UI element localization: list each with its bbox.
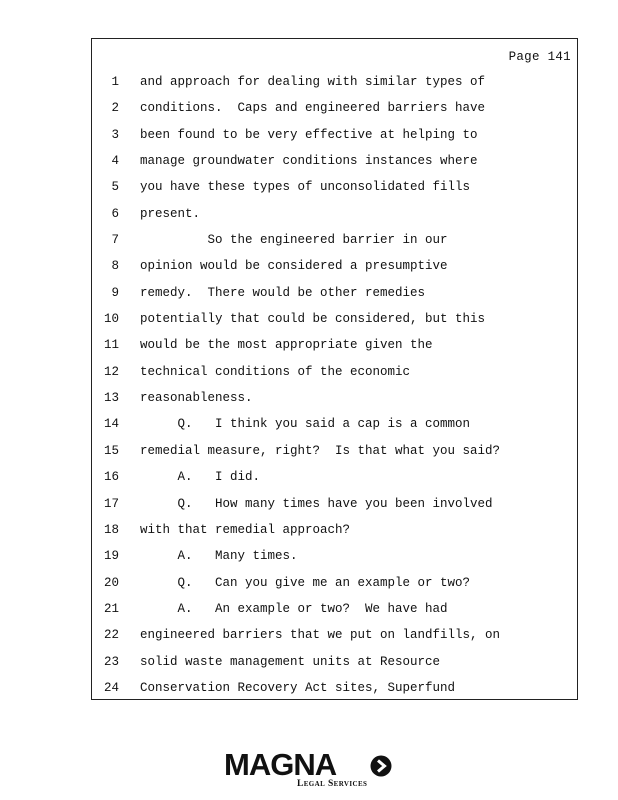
line-number: 2 <box>111 101 119 116</box>
line-number: 20 <box>103 575 119 590</box>
transcript-line <box>92 174 577 200</box>
transcript-line <box>92 306 577 332</box>
line-number: 7 <box>111 233 119 248</box>
line-text: So the engineered barrier in our <box>140 233 448 248</box>
line-text: Q. How many times have you been involved <box>140 496 493 511</box>
line-text: A. An example or two? We have had <box>140 601 448 616</box>
line-number: 22 <box>103 628 119 643</box>
line-text: Q. I think you said a cap is a common <box>140 417 471 432</box>
transcript-line <box>92 438 577 464</box>
logo-tagline: Legal Services <box>297 779 368 789</box>
line-text: A. Many times. <box>140 549 298 564</box>
chevron-right-circle-icon <box>370 755 392 777</box>
line-text: you have these types of unconsolidated fills <box>140 180 471 195</box>
line-text: potentially that could be considered, but this <box>140 312 486 327</box>
transcript-line <box>92 95 577 121</box>
transcript-line <box>92 69 577 95</box>
transcript-line <box>92 385 577 411</box>
line-text: engineered barriers that we put on landfills, on <box>140 628 501 643</box>
transcript-line <box>92 332 577 358</box>
line-number: 8 <box>111 259 119 274</box>
line-text: Conservation Recovery Act sites, Superfund <box>140 680 456 695</box>
line-text: A. I did. <box>140 470 261 485</box>
line-text: been found to be very effective at helping to <box>140 127 478 142</box>
line-text: conditions. Caps and engineered barriers have <box>140 101 486 116</box>
line-text: solid waste management units at Resource <box>140 654 441 669</box>
line-number: 5 <box>111 180 119 195</box>
transcript-line <box>92 596 577 622</box>
transcript-line <box>92 464 577 490</box>
line-number: 19 <box>103 549 119 564</box>
line-text: Q. Can you give me an example or two? <box>140 575 471 590</box>
transcript-line <box>92 491 577 517</box>
transcript-line <box>92 122 577 148</box>
transcript-line <box>92 517 577 543</box>
line-number: 9 <box>111 285 119 300</box>
line-number: 23 <box>103 654 119 669</box>
line-number: 1 <box>111 75 119 89</box>
line-number: 3 <box>111 127 119 142</box>
transcript-line <box>92 201 577 227</box>
line-text: with that remedial approach? <box>140 522 351 537</box>
line-number: 11 <box>103 338 119 353</box>
line-text: opinion would be considered a presumptive <box>140 259 448 274</box>
line-number: 17 <box>103 496 119 511</box>
transcript-line <box>92 280 577 306</box>
line-number: 24 <box>103 680 119 695</box>
transcript-line <box>92 148 577 174</box>
line-text: and approach for dealing with similar types of <box>140 75 486 89</box>
line-text: technical conditions of the economic <box>140 364 411 379</box>
transcript-line <box>92 359 577 385</box>
magna-logo <box>224 748 394 792</box>
line-text: reasonableness. <box>140 391 253 406</box>
line-text: remedy. There would be other remedies <box>140 285 426 300</box>
transcript-line <box>92 411 577 437</box>
transcript-line <box>92 543 577 569</box>
transcript-line <box>92 253 577 279</box>
line-number: 18 <box>103 522 119 537</box>
line-text: would be the most appropriate given the <box>140 338 433 353</box>
transcript-line <box>92 227 577 253</box>
line-number: 12 <box>103 364 119 379</box>
line-number: 16 <box>103 470 119 485</box>
line-number: 10 <box>103 312 119 327</box>
line-number: 14 <box>103 417 119 432</box>
page-number: Page 141 <box>508 50 571 64</box>
transcript-line <box>92 570 577 596</box>
logo-wordmark: MAGNA <box>224 747 337 782</box>
line-number: 21 <box>103 601 119 616</box>
transcript-line <box>92 622 577 648</box>
line-number: 6 <box>111 206 119 221</box>
line-number: 15 <box>103 443 119 458</box>
transcript-line <box>92 675 577 701</box>
transcript-lines <box>92 69 577 701</box>
line-number: 13 <box>103 391 119 406</box>
line-number: 4 <box>111 154 119 169</box>
line-text: manage groundwater conditions instances where <box>140 154 478 169</box>
line-text: present. <box>140 206 201 221</box>
transcript-page <box>91 38 578 700</box>
line-text: remedial measure, right? Is that what you said? <box>140 443 501 458</box>
transcript-line <box>92 649 577 675</box>
